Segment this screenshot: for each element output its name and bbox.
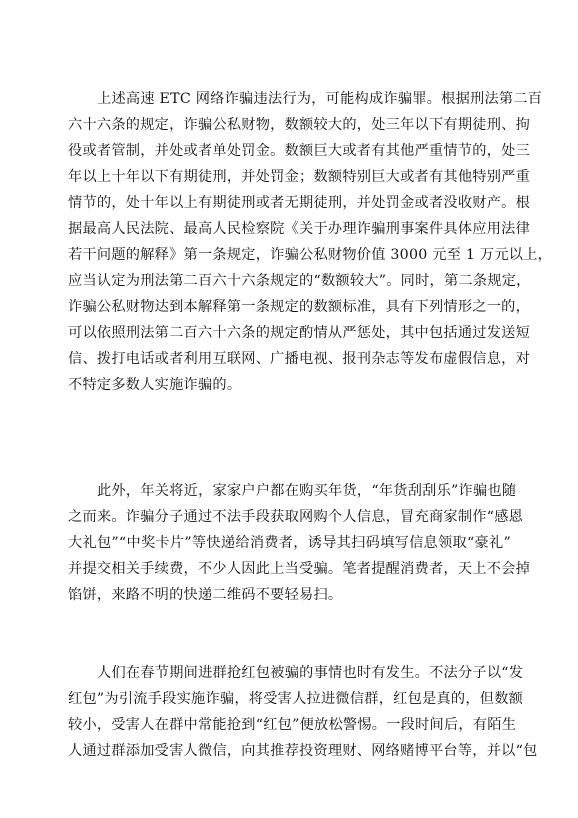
paragraph-line: 不特定多数人实施诈骗的。 bbox=[68, 377, 242, 393]
paragraph-line: 据最高人民法院、最高人民检察院《关于办理诈骗刑事案件具体应用法律 bbox=[68, 221, 531, 237]
paragraph-red-packet-scam bbox=[68, 660, 538, 764]
paragraph-line: 诈骗公私财物达到本解释第一条规定的数额标准，具有下列情形之一的， bbox=[68, 299, 531, 315]
paragraph-line: 大礼包”“中奖卡片”等快递给消费者，诱导其扫码填写信息领取“豪礼” bbox=[68, 535, 511, 551]
paragraph-line: 若干问题的解释》第一条规定，诈骗公私财物价值 3000 元至 1 万元以上， bbox=[68, 247, 553, 263]
paragraph-etc-fraud-law bbox=[68, 86, 553, 398]
paragraph-line: 此外，年关将近，家家户户都在购买年货，“年货刮刮乐”诈骗也随 bbox=[97, 483, 517, 499]
paragraph-line: 红包”为引流手段实施诈骗，将受害人拉进微信群，红包是真的，但数额 bbox=[68, 691, 524, 707]
paragraph-line: 信、拨打电话或者利用互联网、广播电视、报刊杂志等发布虚假信息，对 bbox=[68, 351, 531, 367]
paragraph-line: 役或者管制，并处或者单处罚金。数额巨大或者有其他严重情节的，处三 bbox=[68, 143, 531, 159]
paragraph-line: 馅饼，来路不明的快递二维码不要轻易扫。 bbox=[68, 587, 343, 603]
paragraph-line: 可以依照刑法第二百六十六条的规定酌情从严惩处，其中包括通过发送短 bbox=[68, 325, 531, 341]
paragraph-line: 较小，受害人在群中常能抢到“红包”便放松警惕。一段时间后，有陌生 bbox=[68, 717, 517, 733]
paragraph-line: 应当认定为刑法第二百六十六条规定的“数额较大”。同时，第二条规定， bbox=[68, 273, 531, 289]
paragraph-line: 情节的，处十年以上有期徒刑或者无期徒刑，并处罚金或者没收财产。根 bbox=[68, 195, 531, 211]
paragraph-line: 之而来。诈骗分子通过不法手段获取网购个人信息，冒充商家制作“感恩 bbox=[68, 509, 524, 525]
paragraph-line: 六十六条的规定，诈骗公私财物，数额较大的，处三年以下有期徒刑、拘 bbox=[68, 117, 531, 133]
paragraph-line: 年以上十年以下有期徒刑，并处罚金；数额特别巨大或者有其他特别严重 bbox=[68, 169, 531, 185]
paragraph-line: 人通过群添加受害人微信，向其推荐投资理财、网络赌博平台等，并以“包 bbox=[68, 743, 538, 759]
paragraph-line: 并提交相关手续费，不少人因此上当受骗。笔者提醒消费者，天上不会掉 bbox=[68, 561, 531, 577]
paragraph-line: 上述高速 ETC 网络诈骗违法行为，可能构成诈骗罪。根据刑法第二百 bbox=[97, 91, 543, 107]
paragraph-line: 人们在春节期间进群抢红包被骗的事情也时有发生。不法分子以“发 bbox=[97, 665, 524, 681]
paragraph-new-year-scratch-scam bbox=[68, 478, 531, 608]
